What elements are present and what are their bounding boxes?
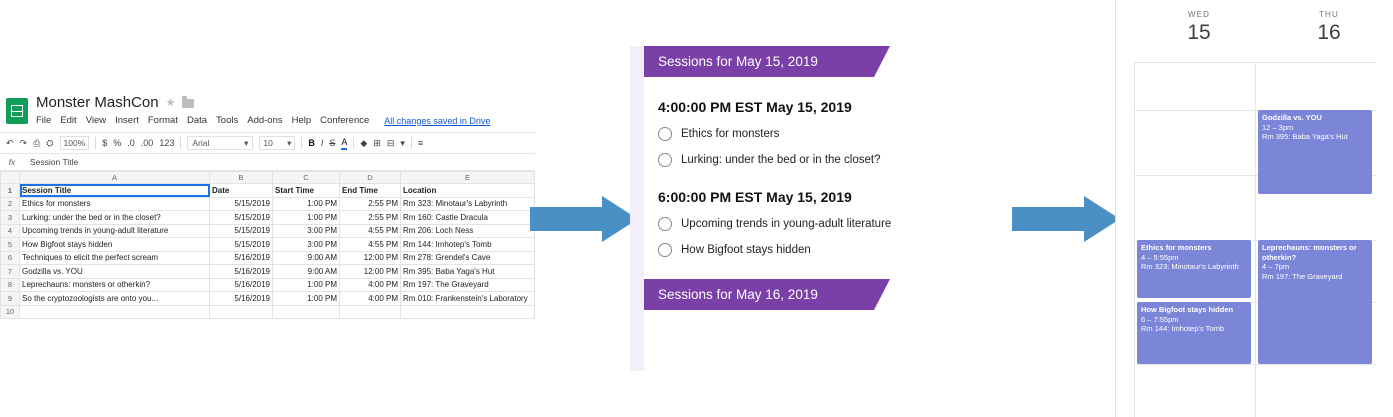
row-number[interactable]: 1 [1,184,20,198]
calendar-panel [1115,0,1393,417]
select-all-corner[interactable] [1,172,20,184]
chevron-down-icon[interactable]: ▾ [400,138,405,148]
decrease-decimal-icon[interactable]: .0 [127,138,135,148]
calendar-column-thu[interactable] [1255,62,1376,417]
cell-location[interactable]: Rm 010: Frankenstein's Laboratory [401,292,535,306]
toolbar-divider [353,137,354,149]
formula-bar [0,154,535,171]
document-title[interactable]: Monster MashCon [36,94,159,111]
table-row[interactable] [1,184,535,198]
row-number[interactable]: 2 [1,197,20,211]
toolbar-divider [95,137,96,149]
cell-location[interactable]: Rm 160: Castle Dracula [401,211,535,225]
cell-a1[interactable]: Session Title [20,184,210,198]
event-title: How Bigfoot stays hidden [1141,305,1234,314]
calendar-right-gutter [1376,62,1393,417]
radio-icon[interactable] [658,127,672,141]
cell-end-time[interactable]: 12:00 PM [340,251,401,265]
calendar-column-wed[interactable] [1134,62,1255,417]
cell-session-title[interactable]: Godzilla vs. YOU [20,265,210,279]
cell-session-title[interactable]: Techniques to elicit the perfect scream [20,251,210,265]
zoom-selector[interactable]: 100% [60,136,90,150]
session-label: Ethics for monsters [681,128,780,140]
cell-date[interactable]: 5/15/2019 [210,197,273,211]
cell-start-time[interactable]: 3:00 PM [273,224,340,238]
cell-date[interactable]: 5/16/2019 [210,278,273,292]
doc-title-row [36,94,535,112]
session-option-young-adult[interactable] [658,217,910,231]
arrow-right-icon [1012,196,1122,242]
cell-start-time[interactable]: 1:00 PM [273,292,340,306]
cell-date[interactable]: 5/15/2019 [210,211,273,225]
font-name: Arial [192,138,210,148]
banner-may-15: Sessions for May 15, 2019 [644,46,874,77]
merge-cells-icon[interactable]: ⊟ [386,138,395,148]
radio-icon[interactable] [658,153,672,167]
column-header-a[interactable]: A [20,172,210,184]
hour-line [1135,62,1255,63]
event-time: 4 – 7pm [1262,262,1290,271]
more-formats-icon[interactable]: 123 [159,138,175,148]
event-title: Ethics for monsters [1141,243,1212,252]
hour-line [1256,364,1376,365]
flow-arrow-right [1012,196,1122,242]
column-header-b[interactable]: B [210,172,273,184]
star-icon[interactable]: ★ [165,96,176,109]
fx-icon: fx [8,157,16,167]
menu-insert[interactable]: Insert [115,115,139,126]
table-row[interactable] [1,211,535,225]
formula-input[interactable]: Session Title [30,157,79,167]
arrow-right-icon [530,196,640,242]
spreadsheet-grid[interactable] [0,171,535,319]
time-heading-6pm: 6:00:00 PM EST May 15, 2019 [658,189,852,205]
table-row[interactable] [1,224,535,238]
chevron-down-icon: ▾ [244,138,249,148]
cell-start-time[interactable]: 1:00 PM [273,197,340,211]
hour-line [1135,110,1255,111]
menu-conference[interactable]: Conference [320,115,370,126]
row-number[interactable]: 5 [1,238,20,252]
day-of-week-label: WED [1187,10,1211,19]
table-row[interactable] [1,197,535,211]
event-location: Rm 323: Minotaur's Labyrinth [1141,262,1239,271]
column-header-e[interactable]: E [401,172,535,184]
increase-decimal-icon[interactable]: .00 [140,138,154,148]
menu-edit[interactable]: Edit [60,115,77,126]
sheets-title-block [36,94,535,126]
hour-line [1135,364,1255,365]
undo-icon[interactable]: ↶ [6,138,14,148]
table-row[interactable] [1,292,535,306]
session-label: Lurking: under the bed or in the closet? [681,154,881,166]
toolbar-divider [180,137,181,149]
hour-line [1135,175,1255,176]
session-option-ethics[interactable] [658,127,910,141]
column-header-d[interactable]: D [340,172,401,184]
menu-tools[interactable]: Tools [216,115,239,126]
folder-icon[interactable] [182,99,194,108]
sheets-logo-icon [6,98,28,124]
cell-end-time[interactable]: 4:55 PM [340,238,401,252]
row-number[interactable]: 7 [1,265,20,279]
menu-file[interactable]: File [36,115,52,126]
cell-location[interactable]: Rm 323: Minotaur's Labyrinth [401,197,535,211]
fill-color-icon[interactable]: ◆ [360,138,368,148]
font-size-value: 10 [263,138,273,148]
event-time: 6 – 7:55pm [1141,314,1179,324]
cell-start-time[interactable]: 1:00 PM [273,278,340,292]
event-title: Godzilla vs. YOU [1262,113,1322,122]
cell-end-time[interactable]: 4:00 PM [340,292,401,306]
cell-empty[interactable] [401,305,535,319]
calendar-header [1116,0,1393,62]
table-row[interactable] [1,251,535,265]
save-status-link[interactable]: All changes saved in Drive [384,115,491,126]
row-number[interactable]: 6 [1,251,20,265]
cell-location[interactable]: Rm 197: The Graveyard [401,278,535,292]
calendar-time-gutter-header [1116,0,1134,62]
cell-session-title[interactable]: So the cryptozoologists are onto you... [20,292,210,306]
event-time: 4 – 5:55pm [1141,252,1179,262]
cell-start-time[interactable]: 3:00 PM [273,238,340,252]
session-label: Upcoming trends in young-adult literature [681,218,892,230]
row-number[interactable]: 9 [1,292,20,306]
cell-empty[interactable] [340,305,401,319]
calendar-time-gutter [1116,62,1134,417]
document-body [644,46,910,371]
session-option-lurking[interactable] [658,153,910,167]
hour-line [1256,62,1376,63]
time-heading-4pm: 4:00:00 PM EST May 15, 2019 [658,99,852,115]
cell-session-title[interactable]: Ethics for monsters [20,197,210,211]
radio-icon[interactable] [658,243,672,257]
cell-start-time[interactable]: 9:00 AM [273,265,340,279]
cell-date[interactable]: 5/16/2019 [210,292,273,306]
menu-help[interactable]: Help [291,115,312,126]
toolbar-divider [411,137,412,149]
cell-location[interactable]: Rm 278: Grendel's Cave [401,251,535,265]
event-location: Rm 395: Baba Yaga's Hut [1262,132,1348,141]
menu-addons[interactable]: Add-ons [247,115,283,126]
row-number[interactable]: 8 [1,278,20,292]
horizontal-align-icon[interactable]: ≡ [417,138,424,148]
menu-data[interactable]: Data [186,115,208,126]
day-of-week-label: THU [1318,10,1340,19]
toolbar-divider [301,137,302,149]
sheets-titlebar [0,88,535,132]
row-number[interactable]: 3 [1,211,20,225]
cell-end-time[interactable]: 4:55 PM [340,224,401,238]
calendar-event-godzilla[interactable] [1258,110,1372,194]
cell-end-time[interactable]: 2:55 PM [340,197,401,211]
flow-arrow-left [530,196,640,242]
cell-e1[interactable]: Location [401,184,535,198]
radio-icon[interactable] [658,217,672,231]
currency-format-icon[interactable]: $ [102,138,108,148]
event-title: Leprechauns: monsters or otherkin? [1262,243,1357,262]
redo-icon[interactable]: ↷ [19,138,28,148]
cell-empty[interactable] [210,305,273,319]
calendar-event-leprechauns[interactable] [1258,240,1372,364]
row-number[interactable]: 10 [1,305,20,319]
percent-format-icon[interactable]: % [113,138,122,148]
table-row[interactable] [1,265,535,279]
text-color-button[interactable]: A [341,136,347,150]
chevron-down-icon: ▾ [287,138,292,148]
cell-c1[interactable]: Start Time [273,184,340,198]
cell-date[interactable]: 5/15/2019 [210,238,273,252]
italic-button[interactable]: I [320,138,324,148]
cell-location[interactable]: Rm 144: Imhotep's Tomb [401,238,535,252]
cell-date[interactable]: 5/16/2019 [210,265,273,279]
cell-end-time[interactable]: 2:55 PM [340,211,401,225]
cell-date[interactable]: 5/15/2019 [210,224,273,238]
day-number-label: 16 [1317,21,1341,44]
column-header-c[interactable]: C [273,172,340,184]
event-location: Rm 144: Imhotep's Tomb [1141,324,1224,333]
cell-end-time[interactable]: 12:00 PM [340,265,401,279]
cell-session-title[interactable]: How Bigfoot stays hidden [20,238,210,252]
calendar-day-header-thu[interactable] [1264,0,1393,62]
cell-start-time[interactable]: 9:00 AM [273,251,340,265]
cell-empty[interactable] [20,305,210,319]
cell-b1[interactable]: Date [210,184,273,198]
calendar-grid [1116,62,1393,417]
session-option-bigfoot[interactable] [658,243,910,257]
font-size-selector[interactable] [259,136,295,150]
cell-session-title[interactable]: Upcoming trends in young-adult literature [20,224,210,238]
cell-location[interactable]: Rm 395: Baba Yaga's Hut [401,265,535,279]
calendar-event-bigfoot[interactable] [1137,302,1251,364]
row-number[interactable]: 4 [1,224,20,238]
strikethrough-button[interactable]: S [329,138,336,148]
calendar-day-header-wed[interactable] [1134,0,1264,62]
cell-location[interactable]: Rm 206: Loch Ness [401,224,535,238]
cell-session-title[interactable]: Lurking: under the bed or in the closet? [20,211,210,225]
menu-bar [36,115,535,126]
event-time: 12 – 3pm [1262,122,1294,132]
google-sheets-panel [0,88,535,318]
table-row[interactable] [1,238,535,252]
cell-session-title[interactable]: Leprechauns: monsters or otherkin? [20,278,210,292]
menu-format[interactable]: Format [147,115,178,126]
cell-d1[interactable]: End Time [340,184,401,198]
day-number-label: 15 [1187,21,1211,44]
sheets-toolbar [0,132,535,154]
bold-button[interactable]: B [308,138,315,148]
table-row[interactable] [1,278,535,292]
cell-date[interactable]: 5/16/2019 [210,251,273,265]
borders-icon[interactable]: ⊞ [373,138,381,148]
event-location: Rm 197: The Graveyard [1262,271,1343,281]
cell-empty[interactable] [273,305,340,319]
banner-may-16: Sessions for May 16, 2019 [644,279,874,310]
paint-format-icon[interactable]: ⛭ [46,138,54,148]
calendar-event-ethics[interactable] [1137,240,1251,298]
session-label: How Bigfoot stays hidden [681,244,811,256]
cell-start-time[interactable]: 1:00 PM [273,211,340,225]
document-left-stripe [630,46,644,371]
print-icon[interactable]: ⎙ [33,138,41,148]
cell-end-time[interactable]: 4:00 PM [340,278,401,292]
font-selector[interactable] [187,136,253,150]
sessions-document-panel [630,46,910,371]
column-header-row [1,172,535,184]
table-row[interactable] [1,305,535,319]
menu-view[interactable]: View [85,115,107,126]
